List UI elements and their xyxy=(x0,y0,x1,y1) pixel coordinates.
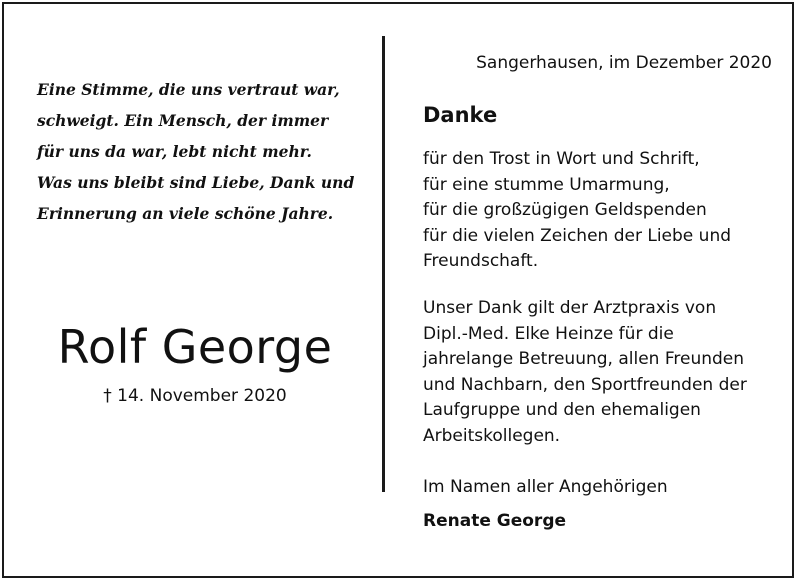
family-line: Im Namen aller Angehörigen xyxy=(423,477,668,497)
thanks-heading: Danke xyxy=(423,103,498,127)
thanks-paragraph-1: für den Trost in Wort und Schrift, für eine stumme Umarmung, für die großzügigen Geldspenden für die vielen Zeichen der Liebe und Freundschaft. xyxy=(423,149,732,271)
deceased-name: Rolf George xyxy=(57,320,333,374)
place-date: Sangerhausen, im Dezember 2020 xyxy=(476,53,772,73)
column-divider xyxy=(382,36,385,492)
memorial-poem: Eine Stimme, die uns vertraut war, schweigt. Ein Mensch, der immer für uns da war, lebt nicht mehr. Was uns bleibt sind Liebe, Dank und Erinnerung an viele schöne Jahre. xyxy=(37,80,355,223)
signature: Renate George xyxy=(423,511,567,531)
thanks-paragraph-2: Unser Dank gilt der Arztpraxis von Dipl.-Med. Elke Heinze für die jahrelange Betreuung, allen Freunden und Nachbarn, den Sportfreunden der Laufgruppe und den ehemaligen Arbeitskollegen. xyxy=(423,298,747,446)
death-date: † 14. November 2020 xyxy=(103,386,287,406)
